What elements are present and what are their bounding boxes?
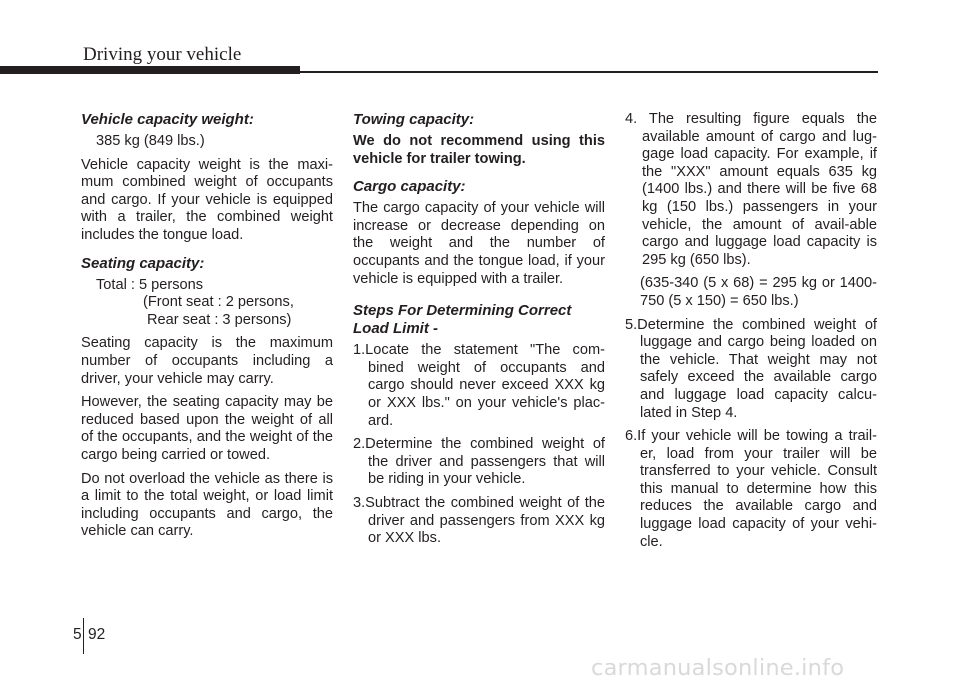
- step-3: 3.Subtract the combined weight of the driver and passengers from XXX kg or XXX lbs.: [353, 494, 605, 547]
- seating-front: (Front seat : 2 persons,: [143, 294, 294, 311]
- step-6: 6.If your vehicle will be towing a trail-er, load from your trailer will be transferred to your vehicle. Consult this manual to determine how this reduces the available cargo and luggage load capacity of your vehi-cle.: [625, 428, 877, 550]
- seating-rear: Rear seat : 3 persons): [147, 311, 292, 328]
- cargo-capacity-paragraph: The cargo capacity of your vehicle will increase or decrease depending on the weight and the number of occupants and the tongue load, if your vehicle is equipped with a trailer.: [353, 200, 605, 287]
- page-header-title: Driving your vehicle: [83, 44, 242, 65]
- seating-paragraph-1: Seating capacity is the maximum number of occupants including a driver, your vehicle may carry.: [81, 335, 333, 387]
- steps-heading-line-2: Load Limit -: [353, 320, 438, 338]
- seating-paragraph-3: Do not overload the vehicle as there is a limit to the total weight, or load limit including occupants and cargo, the vehicle can carry.: [81, 470, 333, 540]
- vehicle-capacity-value: 385 kg (849 lbs.): [96, 133, 205, 149]
- column-right: [625, 111, 877, 557]
- footer-chapter-number: 5: [73, 626, 82, 643]
- footer-divider: [83, 618, 84, 654]
- step-2: 2.Determine the combined weight of the driver and passengers that will be riding in your vehicle.: [353, 436, 605, 488]
- towing-capacity-heading: Towing capacity:: [353, 111, 475, 128]
- header-rule-thin: [300, 71, 878, 73]
- step-4: 4. The resulting figure equals the available amount of cargo and lug-gage load capacity. For example, if the "XXX" amount equals 635 kg (1400 lbs.) and there will be five 68 kg (150 lbs.) passengers in your vehicle, the amount of avail-able cargo and luggage load capacity is 295 kg (650 lbs).: [625, 111, 877, 268]
- step-5: 5.Determine the combined weight of luggage and cargo being loaded on the vehicle. That weight may not safely exceed the available cargo and luggage load capacity calcu-lated in Step 4.: [625, 316, 877, 421]
- watermark: carmanualsonline.info: [591, 655, 845, 681]
- cargo-capacity-heading: Cargo capacity:: [353, 178, 466, 196]
- seating-capacity-heading: Seating capacity:: [81, 254, 205, 272]
- step-1: 1.Locate the statement "The com-bined weight of occupants and cargo should never exceed XXX kg or XXX lbs." on your vehicle's plac-ard.: [353, 342, 605, 429]
- vehicle-capacity-paragraph: Vehicle capacity weight is the maxi-mum combined weight of occupants and cargo. If your vehicle is equipped with a trailer, the combined weight includes the tongue load.: [81, 156, 333, 243]
- seating-total: Total : 5 persons: [96, 276, 204, 293]
- column-left: [81, 111, 333, 547]
- steps-heading-line-1: Steps For Determining Correct: [353, 302, 572, 320]
- towing-capacity-paragraph: We do not recommend using this vehicle for trailer towing.: [353, 133, 605, 167]
- seating-paragraph-2: However, the seating capacity may be reduced based upon the weight of all of the occupants, and the weight of the cargo being carried or towed.: [81, 394, 333, 463]
- header-rule-thick: [0, 66, 300, 74]
- footer-page-number: 92: [88, 626, 106, 643]
- vehicle-capacity-heading: Vehicle capacity weight:: [81, 111, 254, 128]
- step-4-calculation: (635-340 (5 x 68) = 295 kg or 1400-750 (5 x 150) = 650 lbs.): [640, 275, 877, 309]
- column-middle: [353, 111, 605, 554]
